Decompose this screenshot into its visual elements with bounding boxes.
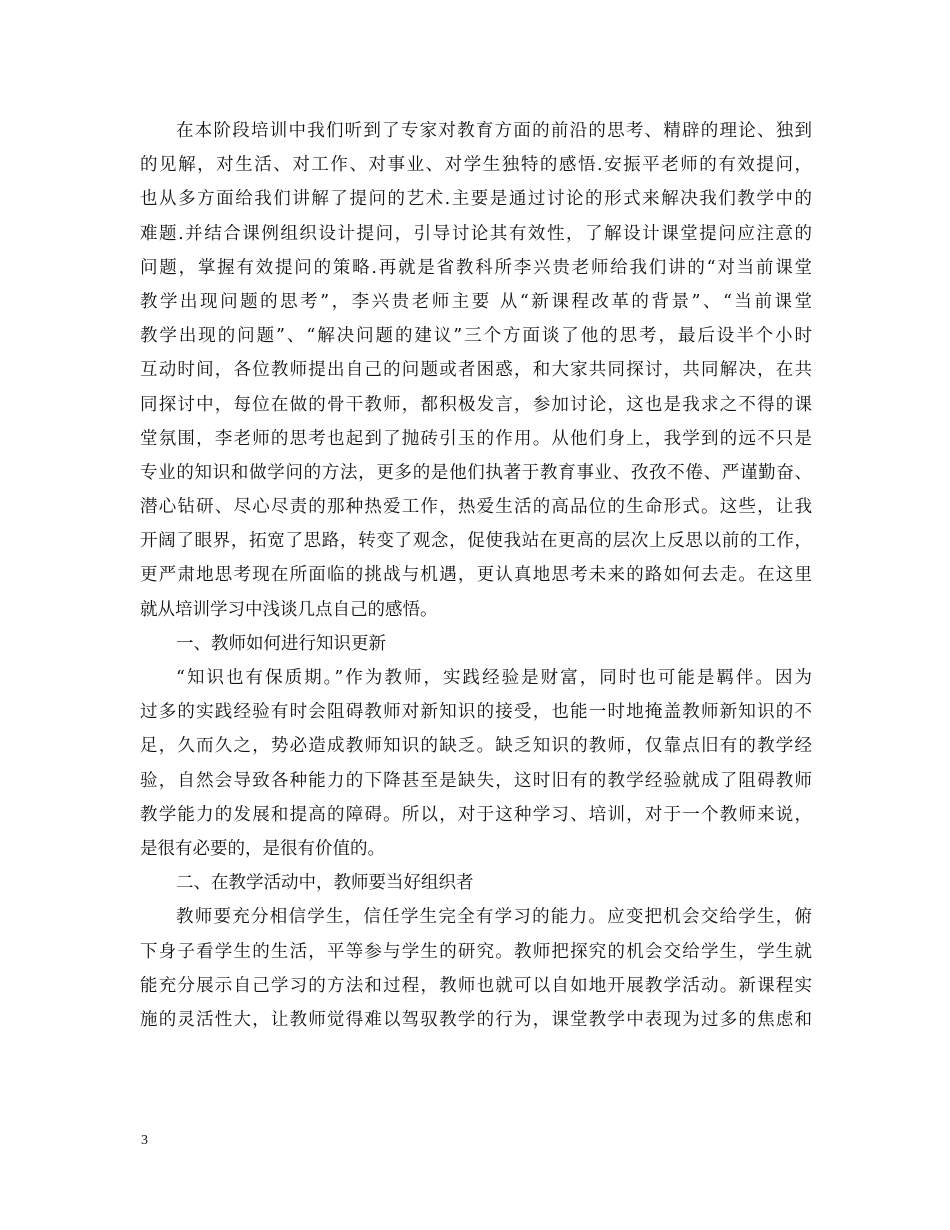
page-number: 3: [141, 1133, 148, 1148]
paragraph-line: 专业的知识和做学问的方法，更多的是他们执著于教育事业、孜孜不倦、严谨勤奋、: [140, 462, 812, 483]
paragraph-line: 难题.并结合课例组织设计提问，引导讨论其有效性，了解设计课堂提问应注意的: [140, 223, 812, 244]
body-text: [140, 114, 812, 1037]
section-heading: 一、教师如何进行知识更新: [176, 633, 386, 654]
paragraph-line: 潜心钻研、尽心尽责的那种热爱工作，热爱生活的高品位的生命形式。这些，让我: [140, 497, 812, 518]
paragraph-line: 在本阶段培训中我们听到了专家对教育方面的前沿的思考、精辟的理论、独到: [176, 121, 812, 141]
paragraph-line: 也从多方面给我们讲解了提问的艺术.主要是通过讨论的形式来解决我们教学中的: [140, 189, 812, 210]
paragraph-line: 验，自然会导致各种能力的下降甚至是缺失，这时旧有的教学经验就成了阻碍教师: [140, 770, 812, 791]
paragraph-line: “知识也有保质期。”作为教师，实践经验是财富，同时也可能是羁伴。因为: [176, 668, 812, 688]
paragraph-line: 就从培训学习中浅谈几点自己的感悟。: [140, 599, 438, 620]
paragraph-line: 互动时间，各位教师提出自己的问题或者困惑，和大家共同探讨，共同解决，在共: [140, 360, 812, 381]
paragraph-line: 问题，掌握有效提问的策略.再就是省教科所李兴贵老师给我们讲的“对当前课堂: [140, 257, 812, 278]
paragraph-line: 教学出现问题的思考”，李兴贵老师主要 从“新课程改革的背景”、“当前课堂: [140, 291, 812, 312]
paragraph-line: 堂氛围，李老师的思考也起到了抛砖引玉的作用。从他们身上，我学到的远不只是: [140, 428, 812, 449]
paragraph-line: 过多的实践经验有时会阻碍教师对新知识的接受，也能一时地掩盖教师新知识的不: [140, 702, 812, 723]
paragraph-line: 下身子看学生的生活，平等参与学生的研究。教师把探究的机会交给学生，学生就: [140, 941, 812, 962]
paragraph-line: 更严肃地思考现在所面临的挑战与机遇，更认真地思考未来的路如何去走。在这里: [140, 565, 812, 586]
section-heading: 二、在教学活动中，教师要当好组织者: [176, 873, 474, 894]
paragraph-line: 能充分展示自己学习的方法和过程，教师也就可以自如地开展教学活动。新课程实: [140, 975, 812, 996]
paragraph-line: 教学能力的发展和提高的障碍。所以，对于这种学习、培训，对于一个教师来说，: [140, 804, 812, 825]
paragraph-line: 是很有必要的，是很有价值的。: [140, 838, 385, 859]
paragraph-line: 开阔了眼界，拓宽了思路，转变了观念，促使我站在更高的层次上反思以前的工作，: [140, 531, 812, 552]
paragraph-line: 的见解，对生活、对工作、对事业、对学生独特的感悟.安振平老师的有效提问，: [140, 155, 812, 176]
paragraph-line: 同探讨中，每位在做的骨干教师，都积极发言，参加讨论，这也是我求之不得的课: [140, 394, 812, 415]
paragraph-line: 教师要充分相信学生，信任学生完全有学习的能力。应变把机会交给学生，俯: [176, 907, 812, 928]
paragraph-line: 施的灵活性大，让教师觉得难以驾驭教学的行为，课堂教学中表现为过多的焦虑和: [140, 1009, 812, 1030]
paragraph-line: 教学出现的问题”、“解决问题的建议”三个方面谈了他的思考，最后设半个小时: [140, 326, 812, 347]
paragraph-line: 足，久而久之，势必造成教师知识的缺乏。缺乏知识的教师，仅靠点旧有的教学经: [140, 736, 812, 757]
